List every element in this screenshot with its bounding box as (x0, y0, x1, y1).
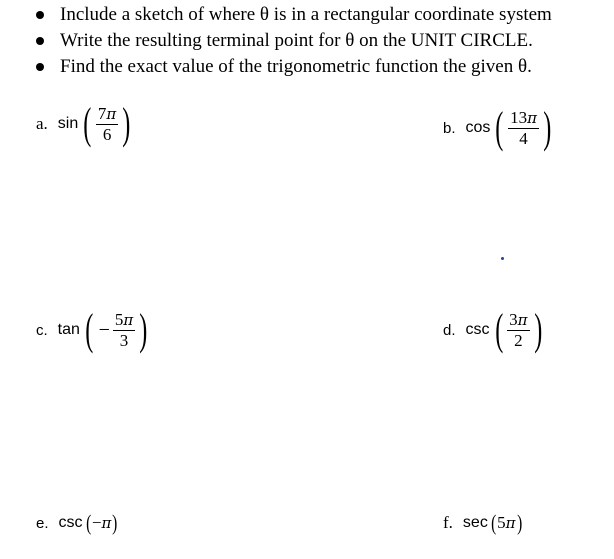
close-paren: ) (516, 510, 522, 535)
numerator: 3π (509, 310, 528, 329)
bullet-icon (36, 63, 44, 71)
numerator: 5π (114, 310, 134, 329)
function-name: sin (57, 115, 79, 132)
function-name: csc (465, 321, 490, 338)
problem-label: d. (443, 321, 456, 339)
instruction-list (30, 2, 552, 80)
problem-e (36, 512, 119, 534)
problem-c (36, 305, 151, 354)
instruction-item: Include a sketch of where θ is in a rectangular coordinate system (30, 2, 552, 28)
argument: 5π (497, 513, 516, 532)
problem-label: e. (36, 514, 49, 532)
close-paren: ) (112, 510, 118, 535)
denominator: 2 (514, 331, 523, 350)
bullet-icon (36, 37, 44, 45)
open-paren: ( (83, 99, 92, 148)
close-paren: ) (543, 103, 552, 152)
numerator: 13π (510, 108, 537, 127)
problem-f (443, 512, 523, 534)
denominator: 6 (102, 125, 112, 144)
fraction (508, 108, 539, 148)
denominator: 4 (519, 129, 528, 148)
open-paren: ( (85, 510, 91, 535)
open-paren: ( (495, 103, 504, 152)
open-paren: ( (85, 305, 94, 354)
problem-label: a. (36, 114, 48, 133)
function-name: cos (465, 119, 491, 136)
problem-b (443, 103, 555, 152)
problem-label: b. (443, 119, 456, 137)
bullet-icon (36, 11, 44, 19)
problem-a (36, 99, 134, 148)
fraction (507, 310, 529, 350)
problem-label: f. (443, 513, 453, 532)
open-paren: ( (490, 510, 497, 535)
fraction (96, 104, 118, 144)
stray-mark (501, 257, 504, 260)
denominator: 3 (119, 331, 129, 350)
numerator: 7π (97, 104, 117, 123)
argument: −π (91, 513, 112, 532)
instruction-item: Find the exact value of the trigonometric function the given θ. (30, 54, 552, 80)
function-name: sec (462, 514, 488, 531)
problem-label: c. (36, 321, 48, 339)
function-name: csc (58, 514, 83, 531)
instruction-item: Write the resulting terminal point for θ on the UNIT CIRCLE. (30, 28, 552, 54)
function-name: tan (57, 321, 80, 338)
negative-sign: − (98, 318, 110, 341)
close-paren: ) (139, 305, 148, 354)
problem-d (443, 305, 545, 354)
close-paren: ) (533, 305, 542, 354)
open-paren: ( (494, 305, 503, 354)
close-paren: ) (122, 99, 131, 148)
fraction (113, 310, 135, 350)
